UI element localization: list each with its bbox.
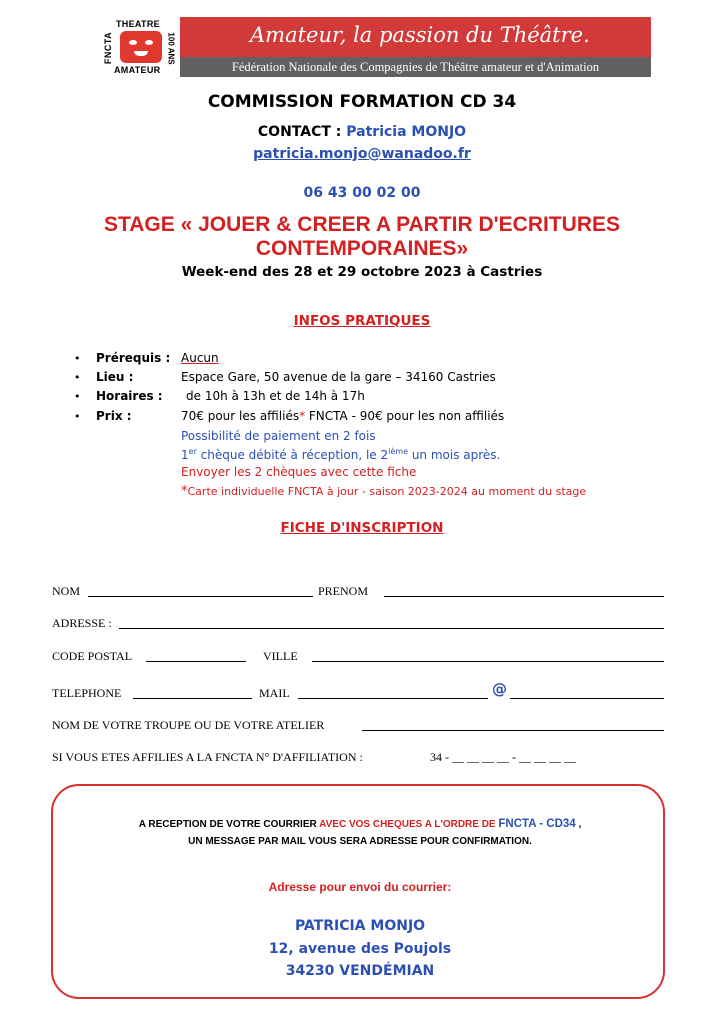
federation-name: Fédération Nationale des Compagnies de Théâtre amateur et d'Animation (180, 57, 651, 77)
box-line1: A RECEPTION DE VOTRE COURRIER AVEC VOS CHEQUES A L'ORDRE DE FNCTA - CD34 , (138, 818, 582, 830)
cheque-note: 1er chèque débité à réception, le 2ième un mois après. (181, 447, 501, 462)
affiliation-label: SI VOUS ETES AFFILIES A LA FNCTA N° D'AFFILIATION : (52, 750, 363, 764)
envoyer-note: Envoyer les 2 chèques avec cette fiche (181, 465, 417, 479)
prenom-field[interactable] (384, 596, 664, 597)
address-street: 12, avenue des Poujols (268, 941, 452, 957)
mail-user-field[interactable] (298, 698, 488, 699)
theatre-mask-icon (120, 31, 162, 63)
troupe-label: NOM DE VOTRE TROUPE OU DE VOTRE ATELIER (52, 718, 325, 732)
address-city: 34230 VENDÉMIAN (285, 963, 435, 979)
stage-title-line2: CONTEMPORAINES» (255, 237, 469, 260)
horaires-label: Horaires : (96, 389, 163, 403)
contact-line (0, 124, 724, 140)
adresse-label: ADRESSE : (52, 616, 112, 630)
troupe-field[interactable] (362, 730, 664, 731)
courrier-info-box (51, 784, 665, 999)
infos-title: INFOS PRATIQUES (293, 313, 431, 329)
bullet-icon: • (74, 371, 81, 384)
stage-title-line1: STAGE « JOUER & CREER A PARTIR D'ECRITURES (103, 213, 621, 236)
prix-value: 70€ pour les affiliés* FNCTA - 90€ pour les non affiliés (181, 409, 505, 423)
mail-domain-field[interactable] (510, 698, 664, 699)
nom-label: NOM (52, 584, 81, 598)
prenom-label: PRENOM (318, 584, 369, 598)
ville-label: VILLE (263, 649, 298, 663)
address-title: Adresse pour envoi du courrier: (268, 880, 452, 894)
asterisk: * (299, 409, 306, 423)
lieu-value: Espace Gare, 50 avenue de la gare – 34160 Castries (181, 370, 496, 384)
bullet-icon: • (74, 390, 81, 403)
nom-field[interactable] (88, 596, 313, 597)
contact-email-link[interactable]: patricia.monjo@wanadoo.fr (253, 146, 471, 162)
logo-100-ans-text: 100 ANS (166, 31, 176, 65)
stage-dates: Week-end des 28 et 29 octobre 2023 à Castries (181, 264, 543, 280)
header-banner (100, 17, 651, 77)
fiche-title: FICHE D'INSCRIPTION (280, 520, 444, 536)
fncta-logo (100, 17, 180, 77)
logo-theatre-text: THEATRE (116, 19, 160, 29)
banner-slogan: Amateur, la passion du Théâtre. (250, 23, 590, 47)
prix-label: Prix : (96, 409, 132, 423)
logo-amateur-text: AMATEUR (114, 65, 161, 75)
contact-label: CONTACT : (257, 124, 347, 140)
prerequis-value: Aucun (181, 351, 219, 365)
ville-field[interactable] (312, 661, 664, 662)
address-name: PATRICIA MONJO (294, 918, 426, 934)
prerequis-label: Prérequis : (96, 351, 171, 365)
code-postal-label: CODE POSTAL (52, 649, 133, 663)
box-line2: UN MESSAGE PAR MAIL VOUS SERA ADRESSE POUR CONFIRMATION. (188, 836, 532, 847)
telephone-label: TELEPHONE (52, 686, 122, 700)
paiement-note: Possibilité de paiement en 2 fois (181, 429, 376, 443)
affiliation-number-field[interactable]: 34 - __ __ __ __ - __ __ __ __ (430, 750, 576, 764)
at-sign: @ (492, 680, 507, 698)
stage-title (0, 213, 724, 261)
carte-note: *Carte individuelle FNCTA à jour - saison 2023-2024 au moment du stage (181, 484, 587, 499)
telephone-field[interactable] (133, 698, 252, 699)
contact-name: Patricia MONJO (346, 124, 467, 140)
logo-fncta-text: FNCTA (103, 31, 114, 65)
code-postal-field[interactable] (146, 661, 246, 662)
adresse-field[interactable] (119, 628, 664, 629)
lieu-label: Lieu : (96, 370, 134, 384)
bullet-icon: • (74, 410, 81, 423)
horaires-value: de 10h à 13h et de 14h à 17h (186, 389, 365, 403)
bullet-icon: • (74, 352, 81, 365)
mail-label: MAIL (259, 686, 290, 700)
commission-title: COMMISSION FORMATION CD 34 (207, 92, 517, 112)
contact-phone: 06 43 00 02 00 (303, 185, 421, 201)
